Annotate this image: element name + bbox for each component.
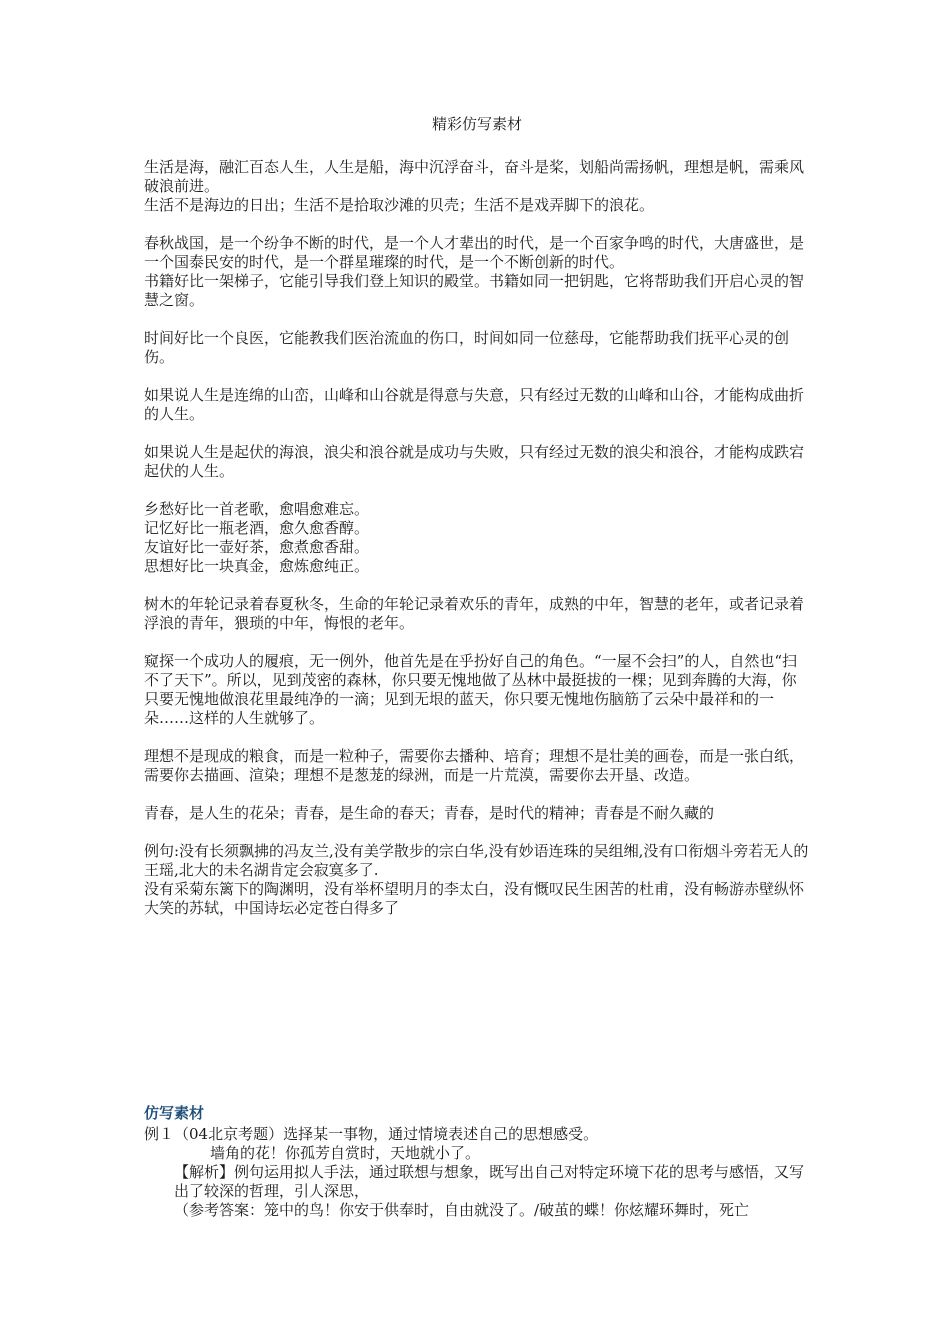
text-line: 窥探一个成功人的履痕，无一例外，他首先是在乎扮好自己的角色。“一屋不会扫”的人，自然也“扫不了天下”。所以，见到茂密的森林，你只要无愧地做了丛林中最挺拔的一棵；见到奔腾的大海，你只要无愧地做浪花里最纯净的一滴；见到无垠的蓝天，你只要无愧地伤脑筋了云朵中最祥和的一朵……这样的人生就够了。	[144, 652, 798, 727]
paragraph	[144, 443, 810, 481]
text-line: 如果说人生是起伏的海浪，浪尖和浪谷就是成功与失败，只有经过无数的浪尖和浪谷，才能构成跌宕起伏的人生。	[144, 443, 805, 480]
paragraph	[144, 652, 810, 728]
text-line: 思想好比一块真金，愈炼愈纯正。	[144, 557, 370, 575]
text-line: 友谊好比一壶好茶，愈煮愈香甜。	[144, 538, 370, 556]
text-line: 如果说人生是连绵的山峦，山峰和山谷就是得意与失意，只有经过无数的山峰和山谷，才能构成曲折的人生。	[144, 386, 805, 423]
paragraph	[144, 386, 810, 424]
example-sentence: 墙角的花！你孤芳自赏时，天地就小了。	[210, 1144, 481, 1162]
text-line: 乡愁好比一首老歌，愈唱愈难忘。	[144, 500, 370, 518]
text-line: 树木的年轮记录着春夏秋冬，生命的年轮记录着欢乐的青年，成熟的中年，智慧的老年，或者记录着浮浪的青年，猥琐的中年，悔恨的老年。	[144, 595, 805, 632]
text-line: 例句:没有长须飘拂的冯友兰,没有美学散步的宗白华,没有妙语连珠的吴组缃,没有口衔烟斗旁若无人的王瑶,北大的未名湖肯定会寂寞多了.	[144, 842, 809, 879]
text-line: 春秋战国，是一个纷争不断的时代，是一个人才辈出的时代，是一个百家争鸣的时代，大唐盛世，是一个国泰民安的时代，是一个群星璀璨的时代，是一个不断创新的时代。	[144, 234, 805, 271]
section-content	[144, 1125, 810, 1220]
text-line: 生活不是海边的日出；生活不是拾取沙滩的贝壳；生活不是戏弄脚下的浪花。	[144, 196, 655, 214]
paragraph	[144, 329, 810, 367]
page-title: 精彩仿写素材	[431, 115, 522, 133]
text-line: 生活是海，融汇百态人生，人生是船，海中沉浮奋斗，奋斗是桨，划船尚需扬帆，理想是帆，需乘风破浪前进。	[144, 158, 805, 195]
reference-answer: （参考答案：笼中的鸟！你安于供奉时，自由就没了。/破茧的蝶！你炫耀环舞时，死亡	[174, 1201, 750, 1219]
text-line: 书籍好比一架梯子，它能引导我们登上知识的殿堂。书籍如同一把钥匙，它将帮助我们开启心灵的智慧之窗。	[144, 272, 805, 309]
paragraph	[144, 804, 810, 823]
text-line: 时间好比一个良医，它能教我们医治流血的伤口，时间如同一位慈母，它能帮助我们抚平心灵的创伤。	[144, 329, 790, 366]
paragraph	[144, 842, 810, 918]
section-heading: 仿写素材	[144, 1104, 205, 1122]
example-prompt: 例１（04北京考题）选择某一事物，通过情境表述自己的思想感受。	[144, 1125, 599, 1143]
paragraph	[144, 158, 810, 215]
text-line: 没有采菊东篱下的陶渊明，没有举杯望明月的李太白，没有慨叹民生困苦的杜甫，没有畅游赤壁纵怀大笑的苏轼，中国诗坛必定苍白得多了	[144, 880, 805, 917]
analysis-text: 【解析】例句运用拟人手法，通过联想与想象，既写出自己对特定环境下花的思考与感悟，又写出了较深的哲理，引人深思，	[174, 1163, 805, 1200]
paragraph	[144, 500, 810, 576]
text-line: 记忆好比一瓶老酒，愈久愈香醇。	[144, 519, 370, 537]
paragraph	[144, 234, 810, 310]
main-content	[144, 115, 810, 937]
paragraph	[144, 747, 810, 785]
text-line: 理想不是现成的粮食，而是一粒种子，需要你去播种、培育；理想不是壮美的画卷，而是一张白纸，需要你去描画、渲染；理想不是葱茏的绿洲，而是一片荒漠，需要你去开垦、改造。	[144, 747, 805, 784]
paragraph	[144, 595, 810, 633]
text-line: 青春，是人生的花朵；青春，是生命的春天；青春，是时代的精神；青春是不耐久藏的	[144, 804, 715, 822]
